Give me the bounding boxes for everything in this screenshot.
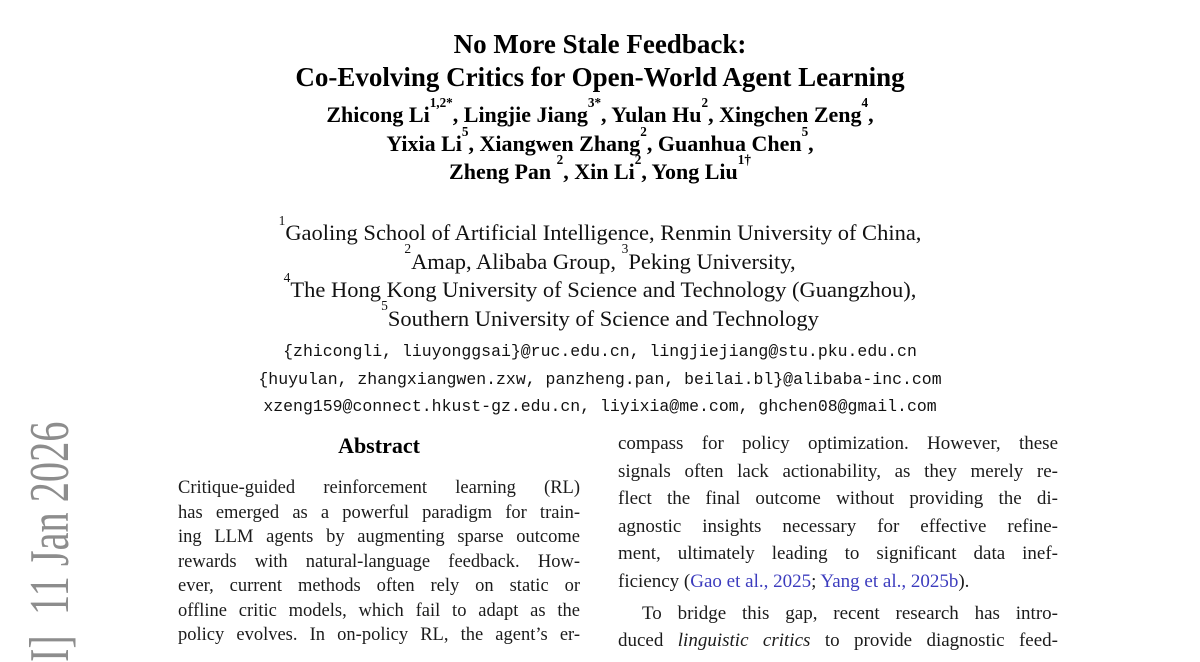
citation-link[interactable]: Yang et al., 2025b xyxy=(820,570,959,592)
abstract-line: has emerged as a powerful paradigm for train- xyxy=(178,502,580,523)
author-line: Yixia Li$^5$, Xiangwen Zhang$^2$, Guanhua Chen$^5$, xyxy=(386,123,814,156)
paper-title xyxy=(0,28,1200,94)
email-line: {huyulan, zhangxiangwen.zxw, panzheng.pan, beilai.bl}@alibaba-inc.com xyxy=(258,369,942,389)
abstract-line: Critique-guided reinforcement learning (RL) xyxy=(178,478,580,498)
author-line: Zhicong $Li^{1,2*}$, Lingjie Jiang$^{3*}$, Yulan Hu$^2$, Xingchen Zeng$^4$, xyxy=(326,95,874,127)
abstract-line: offline critic models, which fail to adapt as the xyxy=(178,600,580,621)
title-line-1: No More Stale Feedback: xyxy=(453,29,747,59)
body-text-line: To bridge this gap, recent research has intro- xyxy=(642,602,1058,624)
abstract-line: ing LLM agents by augmenting sparse outcome xyxy=(178,527,580,547)
affiliation-line: $^1$Gaoling School of Artificial Intelligence, Renmin University of China, xyxy=(278,212,922,245)
affiliation-line: $^2$Amap, Alibaba Group, $^3$Peking University, xyxy=(404,241,796,274)
author-line: Zheng Pan $^2$, Xin Li$^2$, Yong Liu$^{1\dagger}$ xyxy=(449,152,751,184)
authors-block xyxy=(0,95,1200,187)
arxiv-banner-text: I] 11 Jan 2026 xyxy=(19,421,81,662)
affiliation-line: $^4$The Hong Kong University of Science and Technology (Guangzhou), xyxy=(283,269,917,302)
abstract-line: rewards with natural-language feedback. How- xyxy=(178,551,580,572)
abstract-column xyxy=(178,432,580,648)
email-line: {zhicongli, liuyonggsai}@ruc.edu.cn, lingjiejiang@stu.pku.edu.cn xyxy=(283,342,917,361)
intro-column xyxy=(618,430,1058,655)
abstract-heading: Abstract xyxy=(338,433,420,458)
body-text-line: duced linguistic critics to provide diagnostic feed- xyxy=(618,630,1058,652)
affiliation-line: $^5$Southern University of Science and Technology xyxy=(381,298,819,331)
abstract-line: policy evolves. In on-policy RL, the agent’s er- xyxy=(178,625,580,645)
emails-block xyxy=(0,338,1200,421)
body-text-line: ficiency (Gao et al., 2025; Yang et al., 2025b). xyxy=(618,570,970,592)
body-text-line: signals often lack actionability, as they merely re- xyxy=(618,460,1058,482)
citation-link[interactable]: Gao et al., 2025 xyxy=(690,570,812,592)
body-text-line: compass for policy optimization. However, these xyxy=(618,433,1058,454)
body-text-line: agnostic insights necessary for effective refine- xyxy=(618,515,1058,537)
email-line: xzeng159@connect.hkust-gz.edu.cn, liyixia@me.com, ghchen08@gmail.com xyxy=(263,397,937,416)
title-line-2: Co-Evolving Critics for Open-World Agent Learning xyxy=(295,62,905,92)
body-text-line: ment, ultimately leading to significant data inef- xyxy=(618,543,1058,565)
affiliations-block xyxy=(0,212,1200,333)
abstract-line: ever, current methods often rely on static or xyxy=(178,576,580,596)
body-text-line: flect the final outcome without providing the di- xyxy=(618,488,1058,510)
